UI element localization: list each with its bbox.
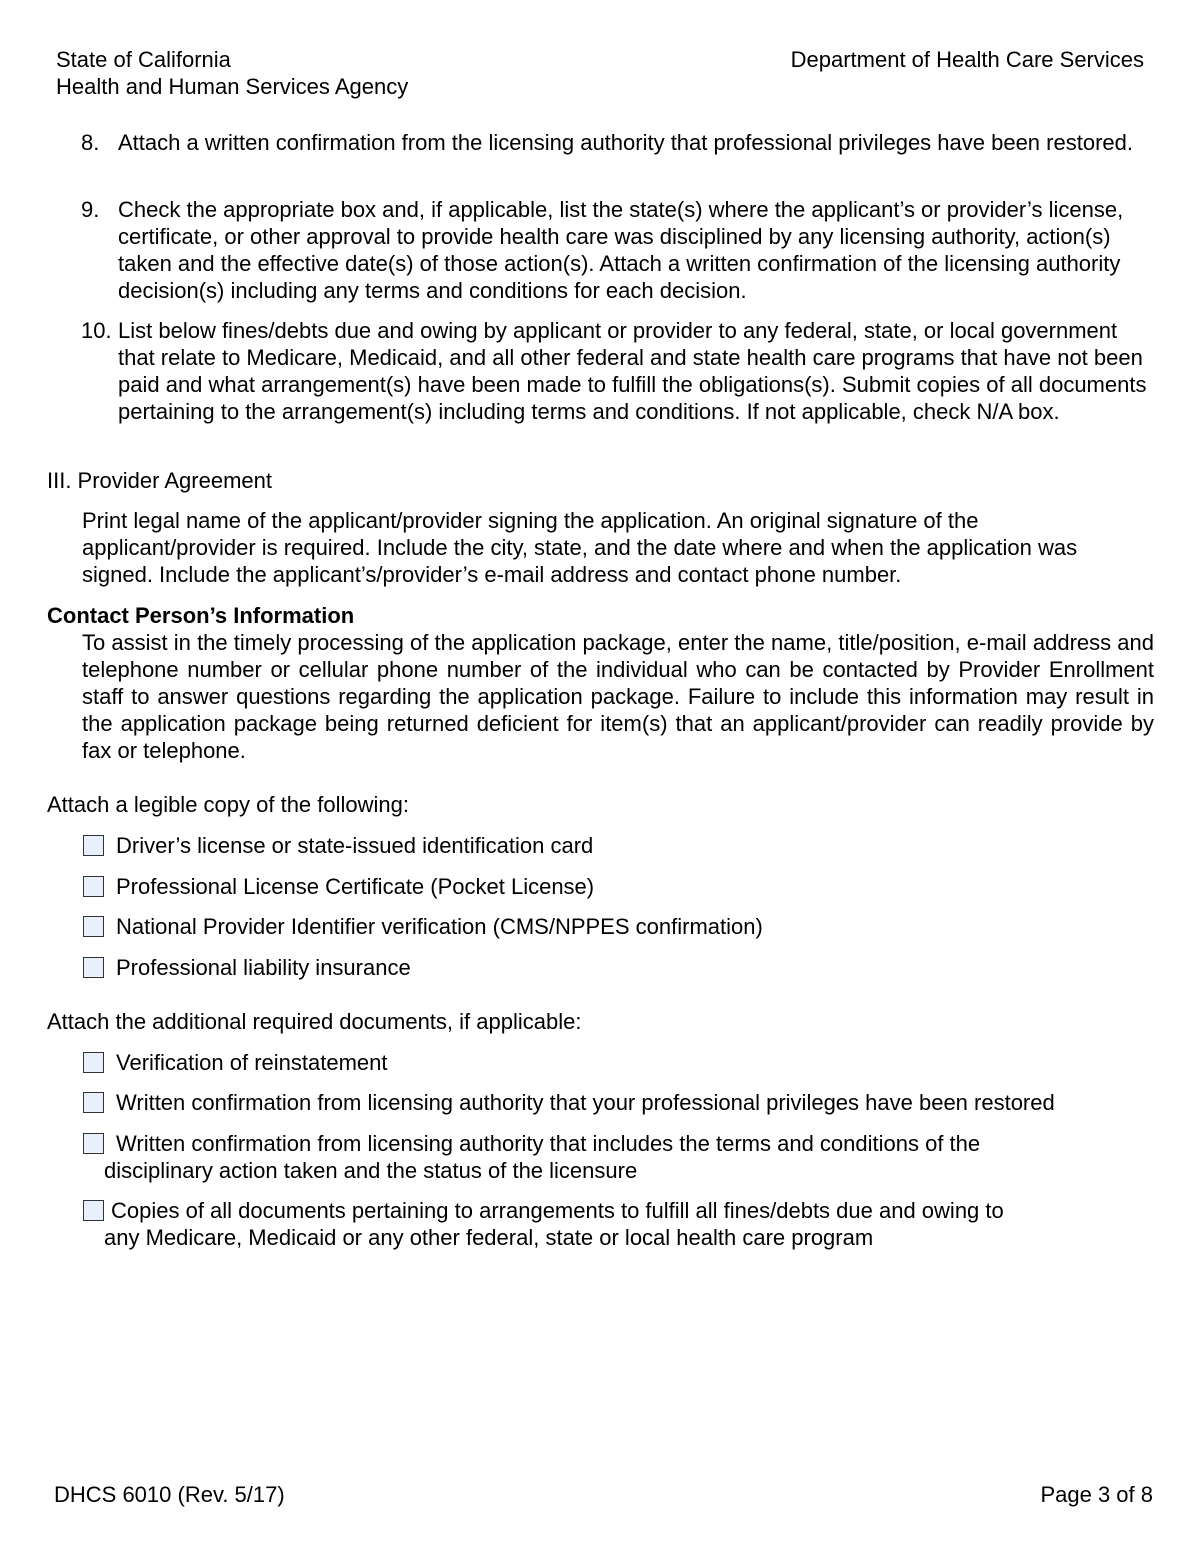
attach-item-drivers-license [83, 832, 1163, 859]
list-item-8 [81, 129, 1156, 156]
provider-agreement-text: Print legal name of the applicant/provider signing the application. An original signature of the applicant/provider is required. Include the city, state, and the date where and when the application was signed. Include the applicant’s/provider’s e-mail address and contact phone number. [82, 508, 1078, 587]
additional-item-privileges-restored [83, 1089, 1163, 1116]
list-item-10 [81, 317, 1156, 425]
attach-intro: Attach a legible copy of the following: [47, 792, 410, 817]
checkbox-label: Professional License Certificate (Pocket License) [116, 874, 595, 899]
checkbox-label: Driver’s license or state-issued identification card [116, 833, 594, 858]
checkbox[interactable] [83, 835, 104, 856]
item-number: 8. [81, 130, 100, 155]
checkbox[interactable] [83, 916, 104, 937]
additional-item-reinstatement [83, 1049, 1163, 1076]
checkbox[interactable] [83, 1200, 104, 1221]
checkbox-label: Verification of reinstatement [116, 1050, 388, 1075]
state-name: State of California [56, 47, 231, 72]
provider-agreement-title: III. Provider Agreement [47, 468, 272, 493]
form-number: DHCS 6010 (Rev. 5/17) [54, 1482, 285, 1507]
contact-title: Contact Person’s Information [47, 603, 355, 628]
additional-intro: Attach the additional required documents, if applicable: [47, 1009, 582, 1034]
checkbox-label: Copies of all documents pertaining to arrangements to fulfill all fines/debts due and owing to [111, 1198, 1004, 1223]
checkbox-label-continued: disciplinary action taken and the status of the licensure [104, 1158, 638, 1183]
item-number: 10. [81, 318, 112, 343]
additional-item-disciplinary-terms [83, 1130, 1163, 1184]
item-text: Check the appropriate box and, if applicable, list the state(s) where the applicant’s or provider’s license, certificate, or other approval to provide health care was disciplined by any licensing authority, action(s) taken and the effective date(s) of those action(s). Attach a written confirmation of the licensing authority decision(s) including any terms and conditions for each decision. [118, 197, 1124, 303]
checkbox[interactable] [83, 1052, 104, 1073]
checkbox-label: National Provider Identifier verification (CMS/NPPES confirmation) [116, 914, 763, 939]
page-number: Page 3 of 8 [1040, 1482, 1153, 1507]
agency-name: Health and Human Services Agency [56, 74, 409, 99]
checkbox[interactable] [83, 1092, 104, 1113]
checkbox[interactable] [83, 876, 104, 897]
checkbox-label: Written confirmation from licensing authority that your professional privileges have been restored [116, 1090, 1055, 1115]
agency-header [56, 46, 408, 100]
additional-item-fines-arrangements [83, 1197, 1163, 1251]
item-text: List below fines/debts due and owing by applicant or provider to any federal, state, or local government that relate to Medicare, Medicaid, and all other federal and state health care programs that have not been paid and what arrangement(s) have been made to fulfill the obligations(s). Submit copies of all documents pertaining to the arrangement(s) including terms and conditions. If not applicable, check N/A box. [118, 318, 1147, 424]
item-number: 9. [81, 197, 100, 222]
checkbox[interactable] [83, 957, 104, 978]
checkbox-label: Written confirmation from licensing authority that includes the terms and conditions of the [116, 1131, 981, 1156]
department-name: Department of Health Care Services [790, 47, 1144, 72]
checkbox-label: Professional liability insurance [116, 955, 411, 980]
list-item-9 [81, 196, 1156, 304]
attach-item-liability-insurance [83, 954, 1163, 981]
attach-item-professional-license [83, 873, 1163, 900]
item-text: Attach a written confirmation from the licensing authority that professional privileges have been restored. [118, 130, 1133, 155]
checkbox-label-continued: any Medicare, Medicaid or any other federal, state or local health care program [104, 1225, 874, 1250]
checkbox[interactable] [83, 1133, 104, 1154]
contact-text: To assist in the timely processing of the application package, enter the name, title/position, e-mail address and telephone number or cellular phone number of the individual who can be contacted by Provider Enrollment staff to answer questions regarding the application package. Failure to include this information may result in the application package being returned deficient for item(s) that an applicant/provider can readily provide by fax or telephone. [82, 630, 1154, 763]
attach-item-npi-verification [83, 913, 1163, 940]
